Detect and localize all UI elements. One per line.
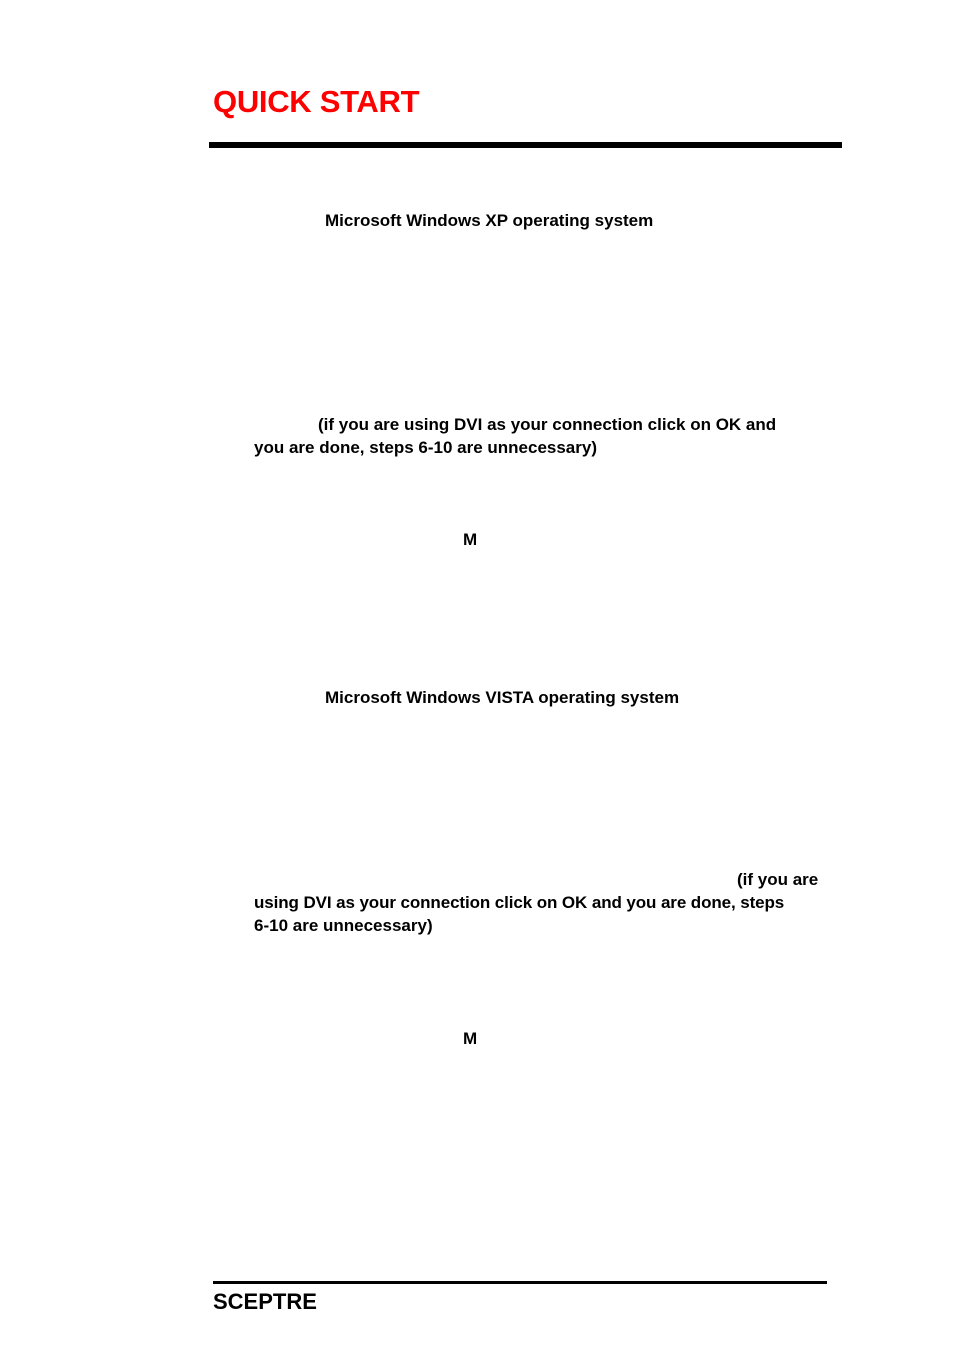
title-divider (209, 142, 842, 148)
footer-divider (213, 1281, 827, 1284)
xp-dvi-note-line-2: you are done, steps 6-10 are unnecessary) (254, 438, 597, 457)
footer-brand: SCEPTRE (213, 1289, 317, 1314)
xp-text-fragment: M (463, 530, 478, 549)
vista-section-heading: Microsoft Windows VISTA operating system (325, 688, 680, 707)
vista-dvi-note-line-1: (if you are (737, 870, 819, 889)
page-title: QUICK START (213, 84, 420, 119)
xp-section-heading: Microsoft Windows XP operating system (325, 211, 654, 230)
vista-dvi-note-line-2: using DVI as your connection click on OK and you are done, steps (254, 893, 785, 912)
vista-dvi-note-line-3: 6-10 are unnecessary) (254, 916, 433, 935)
vista-text-fragment: M (463, 1029, 478, 1048)
xp-dvi-note-line-1: (if you are using DVI as your connection click on OK and (318, 415, 777, 434)
